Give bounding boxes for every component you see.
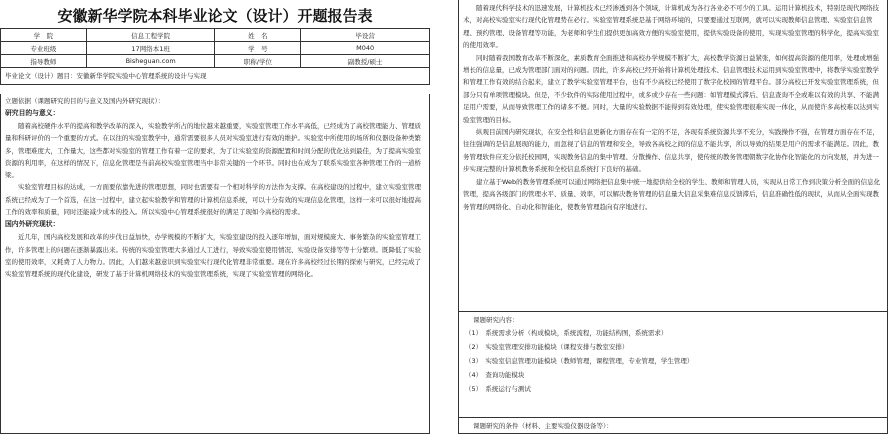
purpose-paragraph: 实验室管理目标的达成，一方面要依靠先进的管理思想，同时也需要有一个相对科学的方法作为支撑。在高校建设的过程中，建立实验室管理系统已经成为了一个首选，在这一过程中，建立起实验教学和管理的计算机信息系统，可以十分有效的实现信息化管理，这样一来可以很好地提高工作的效率和质量，同时还能减少成本的投入。所以实验中心管理系统很好的满足了现如今高校的需求。 <box>5 183 421 217</box>
list-item: （5） 系统运行与测试 <box>465 385 531 393</box>
table-cell: 职称/学位 <box>215 55 301 68</box>
research-status-heading: 国内外研究现状： <box>5 220 60 229</box>
research-paragraph: 近几年，国内高校发展和改革的步伐日益加快，办学规模的不断扩大，实验室建设的投入逐年增加，面对规模庞大、事务繁杂的实验室管理工作，许多管理上的问题在逐渐暴露出来。传统的实验室管理大多通过人工进行，导致实验室使用情况、实验设备安排等等十分繁琐。既降低了实验室的使用效率，又耗费了人力物力。因此，人们越来越意识到实验室实行现代化管理非常重要。现在许多高校经过长期的探索与研究，已经完成了实验室管理系统的现代化建设，研发了基于计算机网络技术的实验室管理系统，实现了实验室管理的网络化。 <box>5 233 421 279</box>
table-cell: 指导教师 <box>1 55 87 68</box>
list-item: （2） 实验室管理安排功能模块（课程安排与教室安排） <box>465 343 629 351</box>
document-title: 安徽新华学院本科毕业论文（设计）开题报告表 <box>57 7 373 25</box>
info-table <box>0 28 430 68</box>
body-paragraph: 纵观目前国内研究现状，在安全性和信息更新化方面存在有一定的不足，各现有系统资源共享不充分，实践操作不强，在管理方面存在不足，往往强调的是信息展现的能力，而忽视了信息的管理和安全，导致各高校之间的信息不能共享，所以导致的结果是用户的需求不能满足。因此，教务管理软件应充分依托校园网，实现教务信息的集中管理、分散操作、信息共享，使传统的教务管理朝数字化协作化智能化的方向发展，并为进一步实现完整的计算机教务系统和全校信息系统打下良好的基础。 <box>463 128 879 174</box>
table-cell: 专业班级 <box>1 42 87 55</box>
table-cell: M040 <box>301 42 430 55</box>
list-item: （3） 实验室信息管理功能模块（教师管理，课程管理，专业管理，学生管理） <box>465 357 694 365</box>
list-item: （1） 系统需求分析（构成模块，系统流程，功能结构图，系统需求） <box>465 329 668 337</box>
list-item: （4） 查询功能模块 <box>465 371 525 379</box>
conditions-label: 课题研究的条件（材料、主要实验仪器设备等）： <box>473 422 613 430</box>
table-cell: 毕设营 <box>301 29 430 42</box>
basis-label: 立题依据（课题研究的目的与意义及国内外研究现状）： <box>5 97 165 105</box>
table-row <box>1 42 430 55</box>
thesis-topic: 毕业论文（设计）题目：安徽新华学院实验中心管理系统的设计与实现 <box>0 68 430 85</box>
table-cell: 学 号 <box>215 42 301 55</box>
body-paragraph: 同时随着我国教育改革不断深化，素质教育全面推进和高校办学规模不断扩大，高校教学资源日益紧张，如何提高资源的使用率，处理或增强增长的信息量，已成为管理部门面对的问题。因此，许多高校已经开始将计算机处理技术、信息管理技术运用到实验室管理中，将教学实验室教学和管理工作有效的结合起来，建立了教学实验室管理平台，也有不少高校已经使用了数字化校园的管理平台。部分高校已开发实验室管理系统，但部分只有单项管理模块。但是，不少软件的实际使用过程中，或多或少存在一些问题：如管理模式滞后、信息查询不全或难以有效的共享、不能满足用户需要，从而导致管理工作的诸多不便。同时，大量的实验数据不能得到有效处理，使实验管理很难实现一体化，从而使许多高校难以达到实验室管理的目标。 <box>463 53 879 124</box>
body-paragraph: 建立基于Web的教务管理系统可以通过网络把信息集中统一地提供给全校的学生、教师和管理人员，实现从日常工作到决策分析全面的信息化管理，提高各级部门的管理水平、质量、效率，可以解决教务管理的信息量大信息采集难信息反馈滞后，信息准确性低的现状，从而从全面实现教务管理的网络化、自动化和智能化，使教务管理趋向有序地进行。 <box>463 177 881 211</box>
research-continued-section <box>458 0 888 312</box>
research-basis-section <box>0 94 430 434</box>
table-cell: 副教授/硕士 <box>301 55 430 68</box>
table-cell: 学 院 <box>1 29 87 42</box>
table-cell: 17网络本1班 <box>86 42 215 55</box>
purpose-heading: 研究目的与意义： <box>5 109 60 117</box>
content-label: 课题研究内容： <box>473 316 519 324</box>
research-conditions-section <box>458 418 888 434</box>
right-page <box>458 0 888 434</box>
table-cell: 信息工程学院 <box>86 29 215 42</box>
research-content-section <box>458 312 888 418</box>
table-row <box>1 29 430 42</box>
purpose-paragraph: 随着高校硬件水平的提高和教学改革的深入，实验教学所占的地位越来越重要，实验室管理工作水平高低，已经成为了高校管理能力、管理质量和科研评价的一个重要的方式。在以往的实验室教学中，通常需要很多人员对实验室进行有效的维护。实验室中所使用的场所和仪器设备种类繁多，管理难度大，工作量大，这些都对实验室的管理工作有着一定的要求，为了让实验室的资源配置和时间分配的优化达到最佳，为了提高实验室资源的利用率，在这样的情况下，信息化管理是当前高校实验室管理当中非常关键的一个环节。同时也在成为了联系实验室各种管理工作的一道桥梁。 <box>5 122 421 180</box>
table-cell: 姓 名 <box>215 29 301 42</box>
left-page <box>0 0 430 434</box>
table-cell: Bisheguan.com <box>86 55 215 68</box>
body-paragraph: 随着现代科学技术的迅速发展，计算机技术已经渗透到各个领域，计算机成为各行各业必不可少的工具。运用计算机技术，特别是现代网络技术，对高校实验室实行现代化管理势在必行。实验室管理系统是基于网络环境的，只要要通过互联网，就可以实现教师信息管理、实验室信息管理、预约管理、设备管理等功能，为老师和学生们提供更加高效方便的实验室使用，提供实验设备的使用，实现实验室管理的科学化，提高实验室的使用效率。 <box>463 4 879 50</box>
table-row <box>1 55 430 68</box>
